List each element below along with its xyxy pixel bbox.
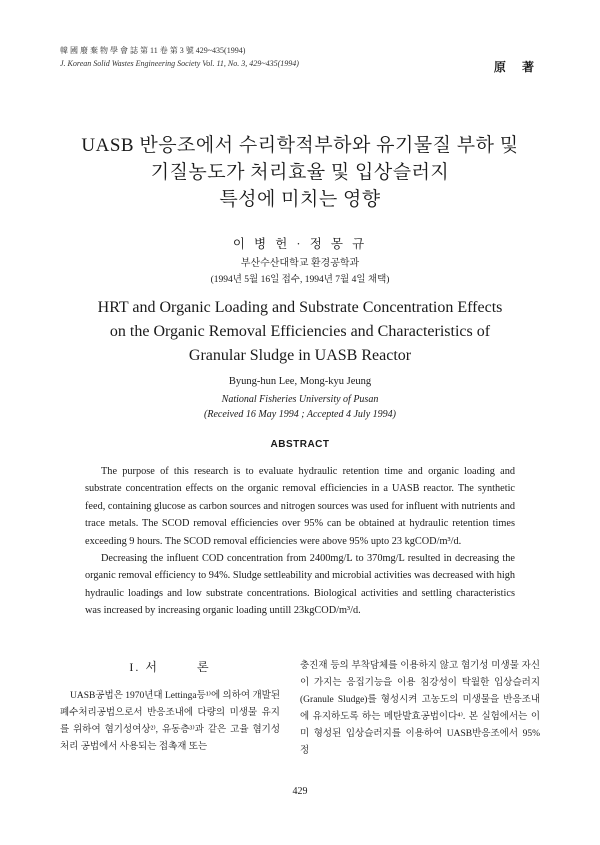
abstract-body — [85, 463, 515, 620]
article-type: 原 著 — [493, 60, 540, 74]
journal-korean: 韓 國 廢 棄 物 學 會 誌 第 11 卷 第 3 號 429~435(1994) — [60, 46, 246, 55]
section-title-end: 론 — [197, 660, 211, 674]
title-korean-line-1: UASB 반응조에서 수리학적부하와 유기물질 부하 및 — [81, 135, 519, 156]
title-korean-line-3: 특성에 미치는 영향 — [219, 189, 381, 210]
abstract-heading: ABSTRACT — [270, 439, 330, 450]
title-english-line-3: Granular Sludge in UASB Reactor — [188, 347, 412, 364]
body-column-left — [60, 688, 280, 756]
body-left-text: UASB공법은 1970년대 Lettinga등¹⁾에 의하여 개발된 폐수처리공법으로서 반응조내에 다량의 미생물 유지를 위하여 혐기성여상²⁾, 유동층³⁾과 같은 고율 혐기성 처리 공법에서 사용되는 접촉재 또는 — [60, 691, 280, 752]
abstract-paragraph-1: The purpose of this research is to evaluate hydraulic retention time and organic loading and substrate concentration effects on the organic removal efficiencies in a UASB reactor. The synthetic feed, containing glucose as carbon sources and nitrogen sources was used for influent with nutrients and trace metals. The SCOD removal efficiencies over 95% can be obtained at hydraulic retention times exceeding 9 hours. The SCOD removal efficiencies were above 95% upto 23 kgCOD/m³/d. — [85, 466, 515, 547]
section-number: I. 서 — [129, 660, 159, 674]
body-column-right — [300, 658, 540, 760]
affiliation-korean: 부산수산대학교 환경공학과 — [240, 258, 360, 269]
title-english — [0, 296, 600, 368]
journal-english: J. Korean Solid Wastes Engineering Society Vol. 11, No. 3, 429~435(1994) — [60, 59, 299, 68]
title-english-line-2: on the Organic Removal Efficiencies and Characteristics of — [109, 323, 491, 340]
title-korean — [0, 132, 600, 213]
abstract-paragraph-2: Decreasing the influent COD concentration from 2400mg/L to 370mg/L resulted in decreasing the organic removal efficiency to 94%. Sludge settleability and microbial activities was decreased with high hydraulic loadings and low substrate concentrations. Biological activities and settling characteristics was increased by increasing organic loading untill 23kgCOD/m³/d. — [85, 553, 515, 617]
authors-english: Byung-hun Lee, Mong-kyu Jeung — [228, 376, 372, 387]
dates-english: (Received 16 May 1994 ; Accepted 4 July 1994) — [204, 409, 396, 420]
affiliation-english: National Fisheries University of Pusan — [221, 394, 379, 405]
dates-korean: (1994년 5월 16일 접수, 1994년 7월 4일 채택) — [210, 275, 390, 285]
body-right-text: 충진재 등의 부착담체를 이용하지 않고 혐기성 미생물 자신이 가지는 응집기능을 이용 침강성이 탁월한 입상슬러지(Granule Sludge)를 형성시켜 고농도의 미생물을 반응조내에 유지하도록 하는 메탄발효공법이다⁴⁾. 본 실험에서는 이미 형성된 입상슬러지를 이용하여 UASB반응조에서 95% 정 — [300, 661, 540, 756]
section-heading — [60, 658, 280, 675]
title-english-line-1: HRT and Organic Loading and Substrate Concentration Effects — [97, 299, 503, 316]
authors-korean: 이 병 헌 · 정 몽 규 — [232, 237, 368, 251]
title-korean-line-2: 기질농도가 처리효율 및 입상슬러지 — [150, 162, 450, 183]
journal-header — [60, 44, 299, 70]
page-number: 429 — [292, 786, 308, 797]
